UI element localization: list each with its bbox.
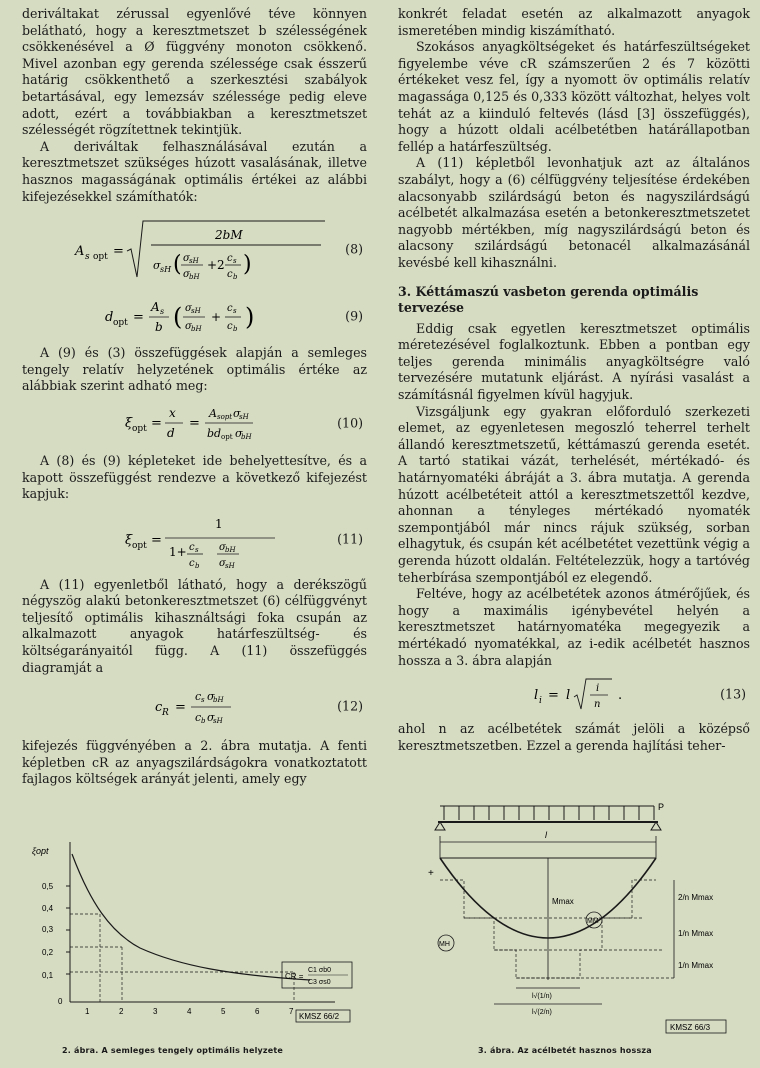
equation-number: (8)	[345, 241, 363, 257]
y-tick-label: 0,3	[42, 925, 54, 934]
svg-text:σ: σ	[182, 269, 190, 281]
equation-12	[22, 682, 367, 732]
paragraph: Feltéve, hogy az acélbetétek azonos átmérőjűek, és hogy a maximális igénybevétel helyén a keresztmetszet határnyomatéka megegyezik a mértékadó nyomatékkal, az i-edik acélbetét hasznos hossza a 3. ábra alapján	[398, 586, 750, 668]
svg-text:σ: σ	[206, 711, 215, 725]
x-tick-label: 6	[255, 1007, 260, 1016]
svg-text:bd: bd	[206, 426, 221, 440]
svg-text:bH: bH	[190, 325, 202, 334]
svg-text:sH: sH	[190, 307, 201, 316]
equation-number: (13)	[720, 686, 746, 702]
svg-text:d: d	[166, 425, 175, 440]
y-tick-label: 0,2	[42, 948, 54, 957]
x-tick-label: 1	[85, 1007, 90, 1016]
svg-text:sH: sH	[212, 717, 223, 726]
x-tick-label: 4	[187, 1007, 192, 1016]
svg-text:b: b	[194, 561, 199, 570]
equation-12-formula	[85, 684, 305, 730]
figure-stamp-text: KMSZ 66/2	[299, 1012, 340, 1021]
support-right	[651, 822, 661, 830]
svg-text:c: c	[188, 541, 195, 553]
svg-text:opt: opt	[131, 423, 147, 434]
svg-text:c: c	[188, 557, 195, 569]
x-tick-label: 3	[153, 1007, 158, 1016]
y-axis-label: ξopt	[32, 846, 49, 856]
svg-text:): )	[242, 252, 252, 278]
moment-steps	[440, 880, 674, 978]
svg-text:i: i	[596, 683, 600, 695]
svg-text:c: c	[226, 321, 233, 333]
svg-text:(: (	[172, 252, 182, 278]
svg-text:=: =	[150, 415, 162, 431]
svg-text:bH: bH	[240, 432, 252, 441]
formula-lhs: CR =	[285, 972, 304, 981]
svg-text:σ: σ	[206, 690, 215, 704]
paragraph: Vizsgáljunk egy gyakran előforduló szerkezeti elemet, az egyenletesen megoszló teherrel terhelt állandó keresztmetszetű, kéttámaszú gerenda esetét. A tartó statikai vázát, terhelését, mértékadó- és határnyomatéki ábráját a 3. ábra mutatja. A gerenda húzott acélbetéteit attól a keresztmetszettől kezdve, ahonnan a tényleges mértékadó nyomaték szempontjából már nincs rájuk szükség, sorban elhagytuk, és csupán két acélbetétet vezettünk végig a gerenda húzott oldalán. Feltételezzük, hogy a tartóvég teherbírása szempontjából ez elegendő.	[398, 403, 750, 585]
svg-text:1: 1	[214, 516, 223, 531]
svg-text:+2: +2	[206, 258, 225, 273]
svg-text:s: s	[159, 307, 164, 317]
svg-text:b: b	[232, 325, 237, 334]
support-left	[435, 822, 445, 830]
mm-label: MM	[587, 918, 599, 925]
svg-text:l: l	[566, 688, 571, 704]
x-tick-label: 2	[119, 1007, 124, 1016]
equation-9-formula	[65, 295, 325, 339]
equation-11-formula	[65, 510, 325, 570]
svg-text:σ: σ	[218, 557, 226, 569]
mh-label: MH	[439, 941, 450, 948]
load-label: P	[658, 802, 665, 812]
figure-2-caption: 2. ábra. A semleges tengely optimális helyzete	[62, 1046, 284, 1055]
paragraph: Eddig csak egyetlen keresztmetszet optimális méretezésével foglalkoztunk. Ebben a pontban egy teljes gerenda minimális anyagköltségre való tervezésére mutatunk eljárást. A nyírási vasalást a számításnál figyelmen kívül hagyjuk.	[398, 320, 750, 403]
svg-text:σ: σ	[218, 541, 226, 553]
equation-10-formula	[65, 403, 325, 445]
svg-text:.: .	[618, 688, 623, 704]
svg-text:σ: σ	[232, 406, 241, 420]
svg-text:=: =	[188, 415, 200, 431]
svg-text:σ: σ	[182, 253, 190, 265]
svg-text:b: b	[154, 320, 163, 335]
svg-text:σ: σ	[152, 259, 161, 273]
svg-text:1+: 1+	[168, 544, 187, 559]
svg-text:bH: bH	[188, 273, 200, 282]
section-heading: 3. Kéttámaszú vasbeton gerenda optimális tervezése	[398, 283, 699, 316]
equation-8	[22, 211, 367, 289]
svg-text:=: =	[174, 700, 186, 716]
equation-13-formula	[474, 675, 674, 715]
svg-text:σ: σ	[184, 303, 192, 315]
svg-text:c: c	[226, 269, 233, 281]
svg-text:=: =	[548, 688, 559, 704]
svg-text:c: c	[226, 253, 233, 265]
svg-text:d: d	[104, 310, 113, 326]
svg-text:2bM: 2bM	[214, 228, 243, 243]
svg-text:sH: sH	[159, 265, 171, 275]
svg-text:opt: opt	[92, 252, 108, 263]
svg-text:A: A	[74, 244, 84, 260]
svg-text:l: l	[534, 688, 539, 704]
x-tick-label: 5	[221, 1007, 226, 1016]
svg-text:c: c	[194, 690, 201, 704]
svg-text:s: s	[84, 252, 90, 263]
level-label: 1/n Mmax	[678, 961, 714, 970]
svg-text:A: A	[150, 300, 160, 315]
svg-text:c: c	[226, 303, 233, 315]
equation-13	[398, 675, 750, 715]
paragraph: deriváltakat zérussal egyenlővé téve könnyen belátható, hogy a keresztmetszet b szélességének csökkenésével a Ø függvény monoton csökkenő. Mivel azonban egy gerenda szélessége csak ésszerű határig csökkenthető a szerkesztési szabályok betartásával, egy lemezsáv szélessége pedig eleve adott, ezért a továbbiakban a keresztmetszet szélességét rögzítettnek tekintjük.	[22, 6, 367, 138]
svg-text:c: c	[154, 700, 162, 716]
figure-2-chart	[20, 832, 370, 1032]
length-label: l√(1/n)	[532, 993, 552, 1000]
paragraph: A (8) és (9) képleteket ide behelyettesítve, és a kapott összefüggést rendezve a következő kifejezést kapjuk:	[22, 452, 367, 502]
svg-text:s: s	[232, 307, 237, 316]
level-label: 1/n Mmax	[678, 929, 714, 938]
svg-text:=: =	[112, 244, 124, 260]
svg-text:n: n	[594, 699, 601, 711]
svg-text:i: i	[539, 696, 542, 707]
paragraph: konkrét feladat esetén az alkalmazott anyagok ismeretében mindig kiszámítható.	[398, 6, 750, 38]
svg-text:s: s	[232, 257, 237, 266]
svg-text:sH: sH	[188, 257, 199, 266]
figure-3-caption: 3. ábra. Az acélbetét hasznos hossza	[478, 1046, 652, 1055]
paragraph: A (11) képletből levonhatjuk azt az általános szabályt, hogy a (6) célfüggvény teljesítése érdekében alacsonyabb szilárdságú beton és nagyszilárdságú acélbetét alkalmazása esetén a betonkeresztmetszetet nagyobb mértékben, míg nagyszilárdságú beton és alacsony szilárdságú betonacél alkalmazásánál kevésbé kell kihasználni.	[398, 155, 750, 270]
equation-number: (10)	[337, 415, 363, 431]
svg-text:): )	[244, 303, 254, 332]
figure-stamp-text: KMSZ 66/3	[670, 1023, 711, 1032]
y-tick-label: 0,4	[42, 904, 54, 913]
svg-text:opt: opt	[112, 318, 128, 329]
paragraph: Szokásos anyagköltségeket és határfeszültségeket figyelembe véve cR számszerűen 2 és 7 közötti értékeket vesz fel, így a nyomott öv optimális relatív magassága 0,125 és 0,333 között változhat, helyes volt tehát az a kiinduló feltevés (lásd [3] összefüggés), hogy a húzott oldali acélbetétben határállapotban fellép a határfeszültség.	[398, 39, 750, 154]
paragraph: A deriváltak felhasználásával ezután a keresztmetszet szükséges húzott vasalásának, illetve hasznos magasságának optimális értékei az alábbi kifejezésekkel számíthatók:	[22, 138, 367, 204]
svg-text:b: b	[200, 717, 205, 726]
curve	[72, 854, 310, 980]
svg-text:x: x	[168, 405, 176, 420]
paragraph: ahol n az acélbetétek számát jelöli a középső keresztmetszetben. Ezzel a gerenda hajlítási teher-	[398, 721, 750, 753]
svg-text:σ: σ	[234, 426, 243, 440]
formula-numerator: C1 σb0	[308, 967, 331, 974]
svg-text:R: R	[161, 708, 169, 719]
svg-text:ξ: ξ	[124, 415, 132, 431]
equation-number: (12)	[337, 698, 363, 714]
svg-text:s: s	[200, 696, 205, 705]
left-column	[22, 6, 367, 788]
level-label: 2/n Mmax	[678, 893, 714, 902]
plus-label: +	[428, 868, 434, 879]
svg-text:ξ: ξ	[124, 532, 132, 548]
svg-text:sH: sH	[224, 561, 235, 570]
svg-text:A: A	[208, 406, 217, 420]
svg-text:opt: opt	[131, 540, 147, 551]
formula-denominator: C3 σs0	[308, 979, 331, 986]
svg-text:sH: sH	[238, 412, 249, 421]
svg-text:opt: opt	[220, 432, 233, 441]
svg-text:=: =	[132, 310, 144, 326]
svg-text:+: +	[210, 310, 221, 325]
span-label: l	[545, 830, 547, 840]
equation-8-formula	[55, 211, 335, 289]
equation-11	[22, 509, 367, 571]
mmax-label: Mmax	[552, 897, 574, 906]
svg-text:σ: σ	[184, 321, 192, 333]
svg-text:=: =	[150, 532, 162, 548]
svg-text:c: c	[194, 711, 201, 725]
svg-text:bH: bH	[212, 696, 224, 705]
length-label: l√(2/n)	[532, 1009, 552, 1016]
x-tick-label: 7	[289, 1007, 294, 1016]
right-column	[398, 6, 750, 754]
equation-9	[22, 295, 367, 339]
y-tick-label: 0,1	[42, 971, 54, 980]
svg-text:sopt: sopt	[216, 412, 232, 421]
paragraph: A (11) egyenletből látható, hogy a derékszögű négyszög alakú betonkeresztmetszet (6) célfüggvényt teljesítő optimális kihasználtsági foka csupán az alkalmazott anyagok határfeszültség- és költségarányaitól függ. A (11) összefüggés diagramját a	[22, 576, 367, 675]
equation-10	[22, 401, 367, 447]
svg-text:(: (	[172, 303, 182, 332]
equation-number: (9)	[345, 308, 363, 324]
equation-number: (11)	[337, 531, 363, 547]
paragraph: A (9) és (3) összefüggések alapján a semleges tengely relatív helyzetének optimális értéke az alábbiak szerint adható meg:	[22, 345, 367, 394]
y-tick-label: 0	[58, 997, 63, 1006]
figure-3-diagram	[404, 798, 754, 1046]
svg-text:s: s	[194, 545, 199, 554]
load-arrows	[440, 806, 654, 820]
paragraph: kifejezés függvényében a 2. ábra mutatja. A fenti képletben cR az anyagszilárdságokra vonatkoztatott fajlagos költségek arányát jelenti, amely egy	[22, 738, 367, 787]
svg-text:b: b	[232, 273, 237, 282]
y-tick-label: 0,5	[42, 882, 54, 891]
svg-text:bH: bH	[224, 545, 236, 554]
